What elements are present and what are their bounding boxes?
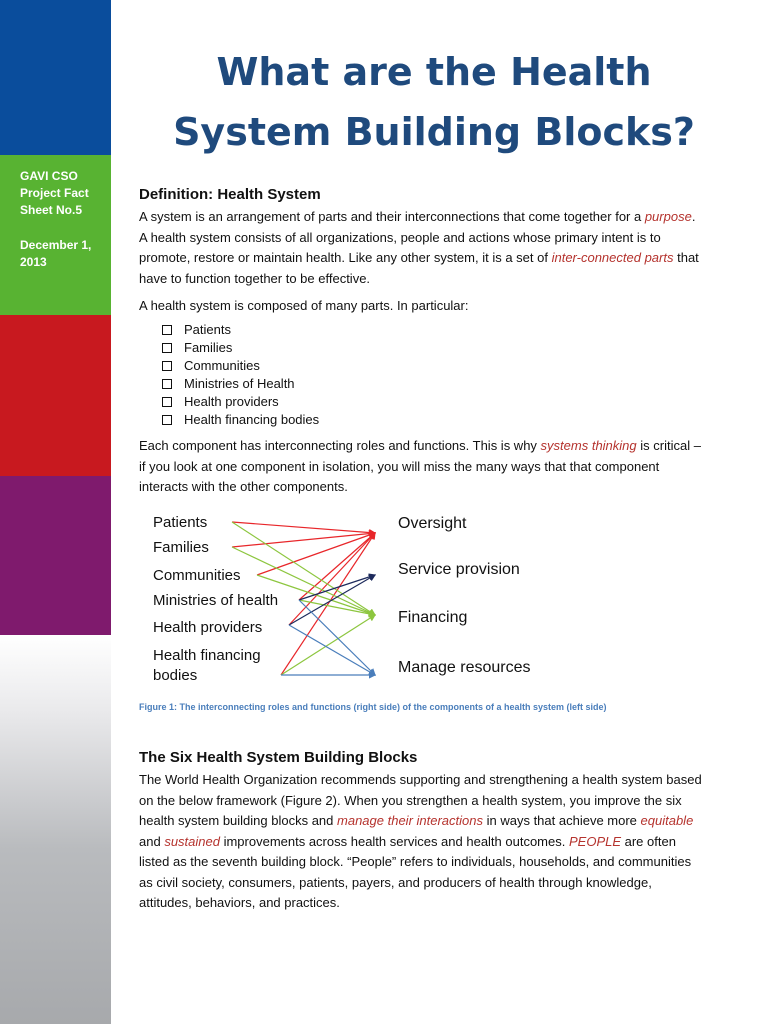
text-run: improvements across health services and health outcomes. (219, 833, 569, 849)
sidebar (0, 0, 111, 1024)
list-item (162, 393, 319, 411)
text-run: Each component has interconnecting roles and functions. This is why (139, 438, 541, 453)
fact-sheet-label: GAVI CSO Project Fact Sheet No.5 (20, 169, 89, 217)
list-item-label: Patients (184, 322, 231, 337)
line-ministries-service (299, 575, 375, 600)
list-item (162, 411, 319, 429)
composition-paragraph: A health system is composed of many parts. In particular: (139, 298, 469, 313)
text-run: are often listed as the seventh building block. “People” refers to individuals, households, and communities as civil society, consumers, patients, payers, and producers of health through knowledge, attitudes, behaviors, and practices. (139, 833, 692, 910)
emphasis-sustained: sustained (164, 833, 220, 849)
section-heading-building-blocks: The Six Health System Building Blocks (139, 749, 418, 766)
systems-thinking-paragraph (139, 436, 703, 498)
line-financing-bodies-oversight (281, 533, 375, 675)
list-item-label: Ministries of Health (184, 376, 295, 391)
figure-left-label: Families (153, 539, 209, 556)
emphasis-equitable: equitable (640, 813, 694, 828)
text-run: is critical – if you look at one component in isolation, you will miss the many ways that that component interacts with the other components. (139, 438, 701, 494)
sidebar-band-purple (0, 476, 111, 635)
list-item (162, 321, 319, 339)
sidebar-band-red (0, 315, 111, 476)
text-run: that have to function together to be effective. (139, 250, 699, 286)
emphasis-manage-interactions: manage their interactions (337, 813, 483, 828)
section-heading-definition: Definition: Health System (139, 186, 321, 203)
definition-paragraph (139, 207, 703, 289)
figure-right-label: Manage resources (398, 659, 531, 676)
checkbox-icon (162, 379, 172, 389)
connection-lines (139, 505, 559, 690)
checkbox-icon (162, 361, 172, 371)
list-item (162, 357, 319, 375)
sidebar-band-grey (0, 635, 111, 1024)
checkbox-icon (162, 397, 172, 407)
list-item-label: Health providers (184, 394, 279, 409)
text-run: . A health system consists of all organizations, people and actions whose primary intent is to promote, restore or maintain health. Like any other system, it is a set of (139, 209, 696, 265)
emphasis-interconnected-parts: inter-connected parts (551, 250, 674, 265)
figure-left-label: Health providers (153, 619, 263, 636)
checkbox-icon (162, 343, 172, 353)
list-item (162, 375, 319, 393)
emphasis-systems-thinking: systems thinking (540, 438, 637, 453)
emphasis-people: PEOPLE (568, 833, 622, 849)
sidebar-band-blue (0, 0, 111, 155)
emphasis-purpose: purpose (644, 209, 692, 224)
component-list (162, 321, 319, 429)
list-item-label: Communities (184, 358, 260, 373)
text-run: in ways that achieve more (483, 813, 641, 828)
figure-right-label: Oversight (398, 515, 467, 532)
text-run: and (139, 833, 165, 849)
building-blocks-paragraph (139, 770, 703, 914)
figure-right-label: Financing (398, 609, 468, 626)
line-patients-oversight (232, 522, 375, 533)
page-title: What are the Health System Building Blocks? (173, 50, 695, 154)
checkbox-icon (162, 415, 172, 425)
list-item-label: Health financing bodies (184, 412, 320, 427)
line-financing-bodies-financing (281, 615, 375, 675)
checkbox-icon (162, 325, 172, 335)
figure-left-label: Patients (153, 514, 208, 531)
figure-interconnections (139, 505, 559, 690)
figure-left-label: Communities (153, 567, 241, 584)
list-item (162, 339, 319, 357)
figure-left-label: Ministries of health (153, 592, 279, 609)
figure-left-label: Health financing bodies (153, 647, 261, 684)
text-run: A system is an arrangement of parts and their interconnections that come together for a (139, 209, 645, 224)
list-item-label: Families (184, 340, 233, 355)
text-run: The World Health Organization recommends supporting and strengthening a health system based on the below framework (Figure 2). When you strengthen a health system, you improve the six health system building blocks and (139, 772, 702, 828)
publication-date: December 1, 2013 (20, 238, 92, 269)
figure-right-label: Service provision (398, 561, 520, 578)
figure-caption: Figure 1: The interconnecting roles and functions (right side) of the components of a health system (left side) (139, 702, 607, 712)
